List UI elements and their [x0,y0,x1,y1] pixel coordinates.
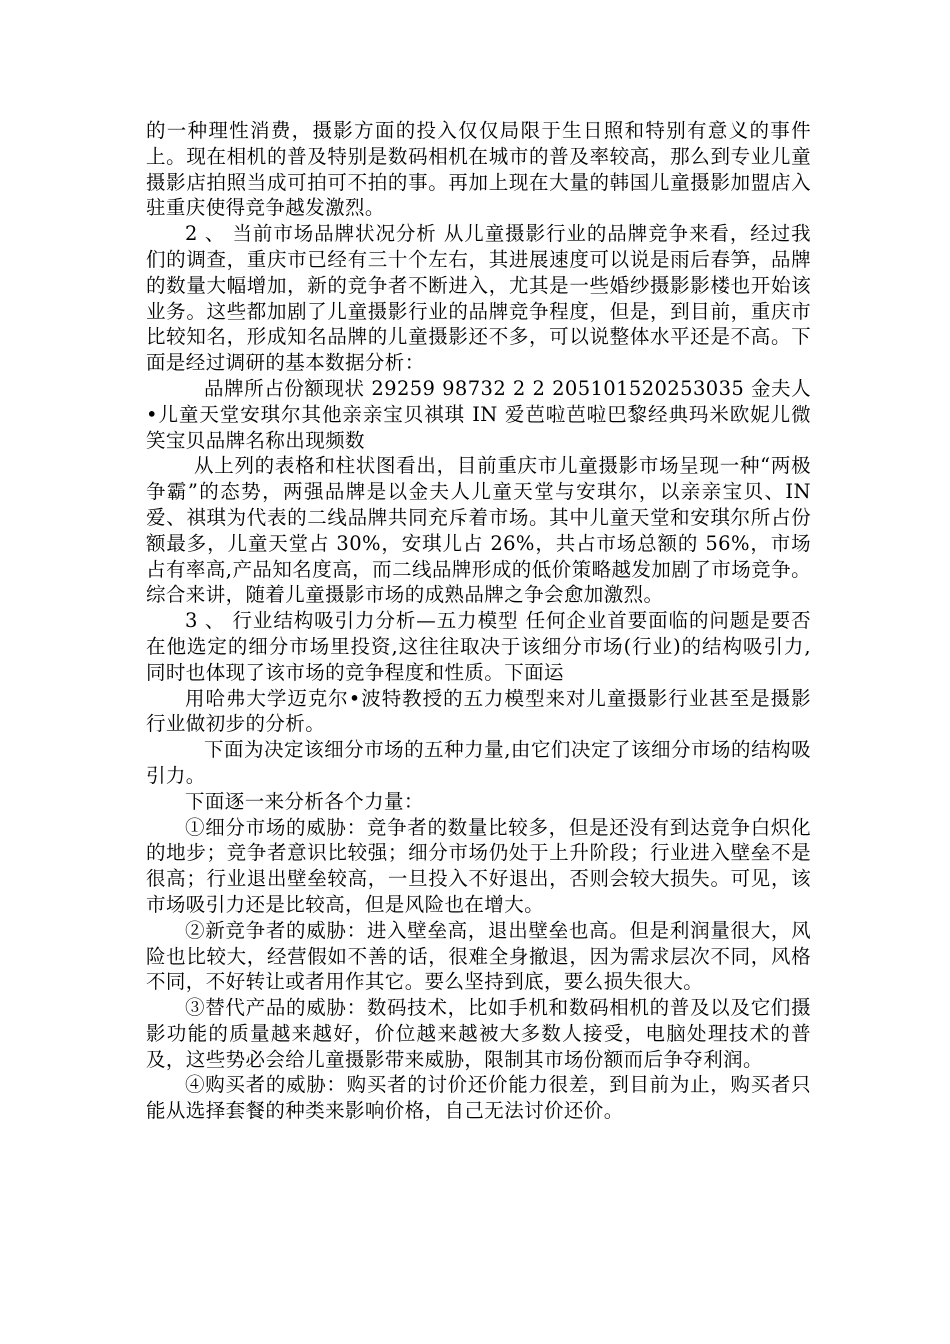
paragraph-porter-model: 用哈弗大学迈克尔•波特教授的五力模型来对儿童摄影行业甚至是摄影行业做初步的分析。 [146,686,811,736]
paragraph-new-competitor-threat: ②新竞争者的威胁：进入壁垒高，退出壁垒也高。但是利润量很大，风险也比较大，经营假如不善的话，很难全身撤退，因为需求层次不同，风格不同，不好转让或者用作其它。要么坚持到底，要么损失很大。 [146,918,811,994]
paragraph-five-forces: 下面为决定该细分市场的五种力量,由它们决定了该细分市场的结构吸引力。 [146,738,811,787]
paragraph-analysis-heading: 下面逐一来分析各个力量： [185,789,424,813]
paragraph-consumption: 的一种理性消费，摄影方面的投入仅仅局限于生日照和特别有意义的事件上。现在相机的普及特别是数码相机在城市的普及率较高，那么到专业儿童摄影店拍照当成可拍可不拍的事。再加上现在大量的韩国儿童摄影加盟店入驻重庆使得竞争越发激烈。 [146,119,811,220]
paragraph-segment-threat: ①细分市场的威胁：竞争者的数量比较多，但是还没有到达竞争白炽化的地步；竞争者意识比较强；细分市场仍处于上升阶段；行业进入壁垒不是很高；行业退出壁垒较高，一旦投入不好退出，否则会较大损失。可见，该市场吸引力还是比较高，但是风险也在增大。 [146,815,811,916]
document-page [146,118,811,1124]
paragraph-brand-status: 2 、 当前市场品牌状况分析 从儿童摄影行业的品牌竞争来看，经过我们的调查，重庆市已经有三十个左右，其进展速度可以说是雨后春笋，品牌的数量大幅增加，新的竞争者不断进入，尤其是一些婚纱摄影影楼也开始该业务。这些都加剧了儿童摄影行业的品牌竞争程度，但是，到目前，重庆市比较知名，形成知名品牌的儿童摄影还不多，可以说整体水平还是不高。下面是经过调研的基本数据分析： [146,222,811,375]
paragraph-five-forces-intro: 3 、 行业结构吸引力分析—五力模型 任何企业首要面临的问题是要否在他选定的细分市场里投资,这往往取决于该细分市场(行业)的结构吸引力,同时也体现了该市场的竞争程度和性质。下面运 [146,609,811,684]
paragraph-market-analysis: 从上列的表格和柱状图看出，目前重庆市儿童摄影市场呈现一种“两极争霸”的态势，两强品牌是以金夫人儿童天堂与安琪尔，以亲亲宝贝、IN 爱、祺琪为代表的二线品牌共同充斥着市场。其中儿童天堂和安琪尔所占份额最多，儿童天堂占 30%，安琪儿占 26%，共占市场总额的 56%，市场占有率高,产品知名度高，而二线品牌形成的低价策略越发加剧了市场竞争。综合来讲，随着儿童摄影市场的成熟品牌之争会愈加激烈。 [146,454,811,607]
paragraph-substitute-threat: ③替代产品的威胁：数码技术，比如手机和数码相机的普及以及它们摄影功能的质量越来越好，价位越来越被大多数人接受，电脑处理技术的普及，这些势必会给儿童摄影带来威胁，限制其市场份额而后争夺利润。 [146,996,811,1071]
paragraph-buyer-threat: ④购买者的威胁：购买者的讨价还价能力很差，到目前为止，购买者只能从选择套餐的种类来影响价格，自己无法讨价还价。 [146,1073,811,1123]
paragraph-chart-residue: 品牌所占份额现状 29259 98732 2 2 205101520253035 金夫人•儿童天堂安琪尔其他亲亲宝贝祺琪 IN 爱芭啦芭啦巴黎经典玛米欧妮儿微笑宝贝品牌名称出现频数 [146,376,811,452]
